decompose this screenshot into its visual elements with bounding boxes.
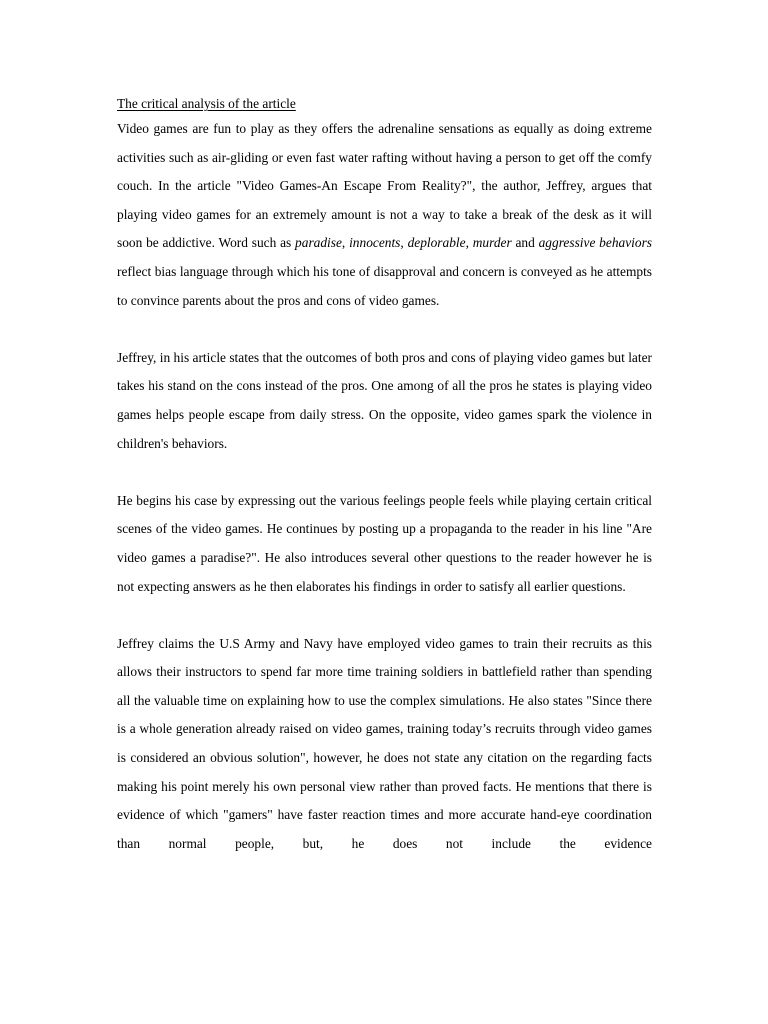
document-body — [117, 93, 652, 858]
term-paradise: paradise — [295, 235, 342, 251]
term-deplorable: deplorable — [407, 235, 466, 251]
paragraph-2: Jeffrey, in his article states that the outcomes of both pros and cons of playing video games but later takes his stand on the cons instead of the pros. One among of all the pros he states is playing video games helps people escape from daily stress. On the opposite, video games spark the violence in children's behaviors. — [117, 349, 652, 451]
paragraph-spacer — [117, 601, 652, 630]
paragraph-1-outro: reflect bias language through which his tone of disapproval and concern is conveyed as he attempts to convince parents about the pros and cons of video games. — [117, 263, 652, 308]
term-murder: murder — [472, 235, 512, 251]
paragraph-1-intro: Video games are fun to play as they offers the adrenaline sensations as equally as doing extreme activities such as air-gliding or even fast water rafting without having a person to get off the comfy couch. In the article "Video Games-An Escape From Reality?", the author, Jeffrey, argues that playing video games for an extremely amount is not a way to take a break of the desk as it will soon be addictive. Word such as — [117, 121, 652, 251]
separator: , — [465, 235, 473, 251]
term-innocents: innocents — [349, 235, 401, 251]
paragraph-spacer — [117, 315, 652, 344]
section-heading: The critical analysis of the article — [117, 96, 296, 111]
paragraph-4: Jeffrey claims the U.S Army and Navy have employed video games to train their recruits as this allows their instructors to spend far more time training soldiers in battlefield rather than spending all the valuable time on explaining how to use the complex simulations. He also states "Since there is a whole generation already raised on video games, training today’s recruits through video games is considered an obvious solution", however, he does not state any citation on the regarding facts making his point merely his own personal view rather than proved facts. He mentions that there is evidence of which "gamers" have faster reaction times and more accurate hand-eye coordination than normal people, but, he does not include the evidence — [117, 635, 652, 851]
paragraph-3: He begins his case by expressing out the various feelings people feels while playing certain critical scenes of the video games. He continues by posting up a propaganda to the reader in his line "Are video games a paradise?". He also introduces several other questions to the reader however he is not expecting answers as he then elaborates his findings in order to satisfy all earlier questions. — [117, 492, 652, 594]
term-aggressive-behaviors: aggressive behaviors — [538, 235, 652, 251]
separator: and — [511, 235, 539, 251]
separator: , — [341, 235, 350, 251]
paragraph-spacer — [117, 458, 652, 487]
paragraph-1 — [117, 115, 652, 315]
separator: , — [400, 235, 408, 251]
